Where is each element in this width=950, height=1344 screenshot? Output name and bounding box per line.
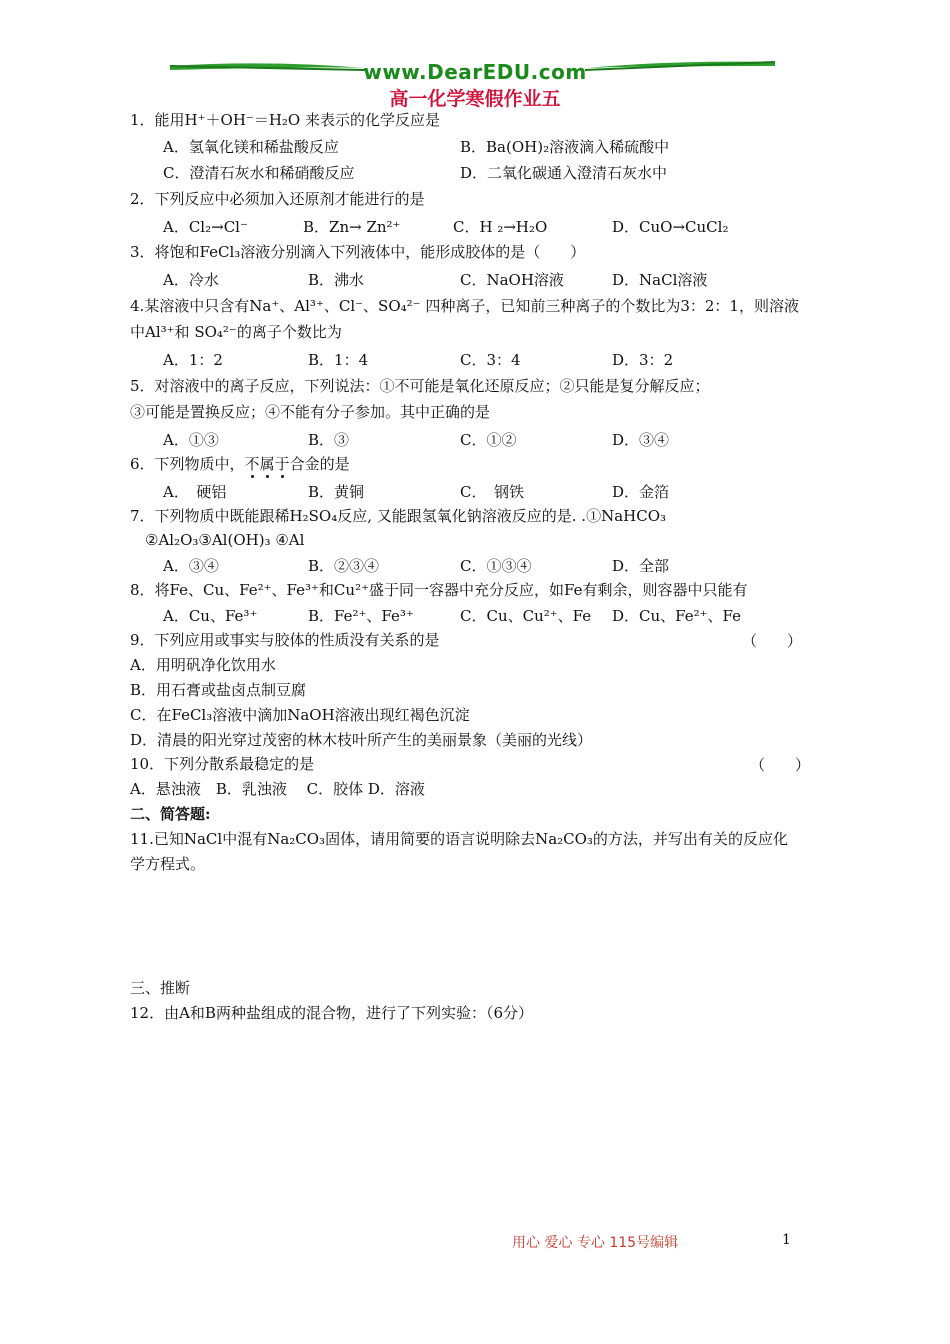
q9-answer-blank: （ ） <box>742 632 803 650</box>
q6-stem-suffix: 合金的是 <box>289 455 350 473</box>
q4-option-b: B．1：4 <box>308 351 369 369</box>
q3-option-d: D．NaCl溶液 <box>612 271 708 289</box>
q4-option-d: D．3：2 <box>612 351 674 369</box>
q2-option-b: B．Zn→ Zn²⁺ <box>303 218 401 236</box>
q9-option-c: C．在FeCl₃溶液中滴加NaOH溶液出现红褐色沉淀 <box>130 706 470 724</box>
q1-option-d: D．二氧化碳通入澄清石灰水中 <box>460 164 668 182</box>
page-number: 1 <box>782 1232 791 1248</box>
q8-option-b: B．Fe²⁺、Fe³⁺ <box>308 607 414 625</box>
q6-option-a: A． 硬铝 <box>163 483 227 501</box>
q10-answer-blank: （ ） <box>750 756 811 774</box>
q6-option-b: B．黄铜 <box>308 483 365 501</box>
q1-option-c: C．澄清石灰水和稀硝酸反应 <box>163 164 355 182</box>
section2-heading: 二、简答题: <box>130 805 211 823</box>
q7-option-a: A．③④ <box>163 557 219 575</box>
q6-emphasis-char-1: 不 <box>244 455 260 473</box>
q12-stem: 12．由A和B两种盐组成的混合物，进行了下列实验：（6分） <box>130 1004 533 1022</box>
page-header <box>0 0 950 112</box>
q8-stem: 8．将Fe、Cu、Fe²⁺、Fe³⁺和Cu²⁺盛于同一容器中充分反应，如Fe有剩余，则容器中只能有 <box>130 581 748 599</box>
q1-stem: 1．能用H⁺＋OH⁻＝H₂O 来表示的化学反应是 <box>130 111 440 129</box>
q3-option-c: C．NaOH溶液 <box>460 271 564 289</box>
q6-stem-prefix: 6．下列物质中， <box>130 455 245 473</box>
section3-heading: 三、推断 <box>130 979 191 997</box>
q4-option-c: C．3：4 <box>460 351 521 369</box>
q9-option-b: B．用石膏或盐卤点制豆腐 <box>130 681 307 699</box>
q4-option-a: A．1：2 <box>163 351 223 369</box>
q1-option-a: A．氢氧化镁和稀盐酸反应 <box>163 138 339 156</box>
q4-stem-line1: 4.某溶液中只含有Na⁺、Al³⁺、Cl⁻、SO₄²⁻ 四种离子，已知前三种离子的个数比为3：2：1，则溶液 <box>130 297 799 315</box>
q5-option-d: D．③④ <box>612 431 670 449</box>
q4-stem-line2: 中Al³⁺和 SO₄²⁻的离子个数比为 <box>130 323 342 341</box>
q6-emphasis-char-3: 于 <box>274 455 290 473</box>
q10-stem: 10．下列分散系最稳定的是 <box>130 755 315 773</box>
q8-option-c: C．Cu、Cu²⁺、Fe <box>460 607 592 625</box>
q11-stem-line2: 学方程式。 <box>130 855 206 873</box>
q5-option-c: C．①② <box>460 431 517 449</box>
q3-option-a: A．冷水 <box>163 271 219 289</box>
q7-option-c: C．①③④ <box>460 557 532 575</box>
q5-stem-line1: 5．对溶液中的离子反应，下列说法：①不可能是氧化还原反应；②只能是复分解反应； <box>130 377 710 395</box>
q11-stem-line1: 11.已知NaCl中混有Na₂CO₃固体，请用简要的语言说明除去Na₂CO₃的方法，并写出有关的反应化 <box>130 830 788 848</box>
q8-option-d: D．Cu、Fe²⁺、Fe <box>612 607 742 625</box>
q3-stem: 3．将饱和FeCl₃溶液分别滴入下列液体中，能形成胶体的是（ ） <box>130 243 586 261</box>
q2-option-d: D．CuO→CuCl₂ <box>612 218 729 236</box>
site-logo-text: www.DearEDU.com <box>363 60 587 84</box>
q7-stem-line1: 7．下列物质中既能跟稀H₂SO₄反应, 又能跟氢氧化钠溶液反应的是. .①NaHCO₃ <box>130 507 667 525</box>
q6-option-c: C． 钢铁 <box>460 483 524 501</box>
q5-option-a: A．①③ <box>163 431 219 449</box>
q2-option-c: C．H ₂→H₂O <box>453 218 548 236</box>
q9-option-a: A．用明矾净化饮用水 <box>130 656 276 674</box>
q7-stem-line2: ②Al₂O₃③Al(OH)₃ ④Al <box>145 531 305 549</box>
footer-credit: 用心 爱心 专心 115号编辑 <box>512 1235 679 1251</box>
q9-stem: 9．下列应用或事实与胶体的性质没有关系的是 <box>130 631 440 649</box>
q10-options: A．悬浊液 B．乳浊液 C．胶体 D．溶液 <box>130 780 425 798</box>
q2-option-a: A．Cl₂→Cl⁻ <box>163 218 248 236</box>
q6-option-d: D．金箔 <box>612 483 670 501</box>
page-title: 高一化学寒假作业五 <box>389 88 561 110</box>
q7-option-d: D．全部 <box>612 557 670 575</box>
q8-option-a: A．Cu、Fe³⁺ <box>163 607 258 625</box>
q2-stem: 2．下列反应中必须加入还原剂才能进行的是 <box>130 190 425 208</box>
q9-option-d: D．清晨的阳光穿过茂密的林木枝叶所产生的美丽景象（美丽的光线） <box>130 731 593 749</box>
q6-stem <box>130 454 350 474</box>
q5-option-b: B．③ <box>308 431 350 449</box>
q5-stem-line2: ③可能是置换反应；④不能有分子参加。其中正确的是 <box>130 403 491 421</box>
q7-option-b: B．②③④ <box>308 557 380 575</box>
q6-emphasis-char-2: 属 <box>259 455 275 473</box>
q3-option-b: B．沸水 <box>308 271 365 289</box>
q1-option-b: B．Ba(OH)₂溶液滴入稀硫酸中 <box>460 138 670 156</box>
